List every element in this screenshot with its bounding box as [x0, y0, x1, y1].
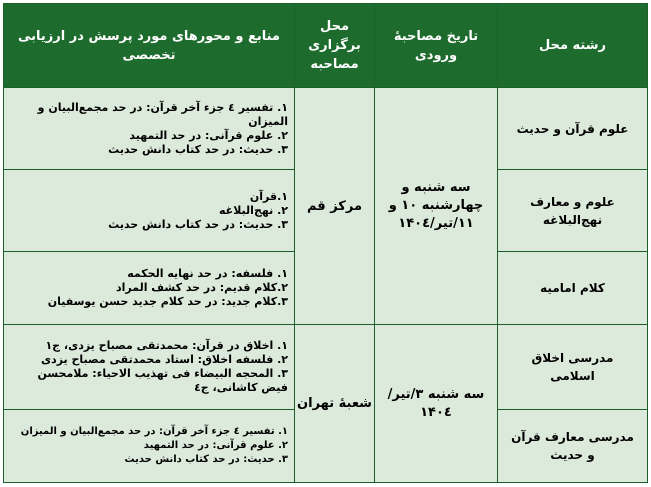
field-name: مدرسی معارف قرآن و حدیث [498, 410, 648, 483]
source-item: ۲. علوم قرآنی: در حد التمهید [143, 440, 288, 451]
source-item: ۲. نهج‌البلاغه [219, 203, 288, 217]
source-item: ۳. حدیث: در حد کتاب دانش حدیث [108, 142, 288, 156]
source-item: ۲.کلام قدیم: در حد کشف المراد [115, 281, 288, 294]
source-item: ۲. علوم قرآنی: در حد التمهید [129, 128, 288, 142]
field-name: علوم و معارف نهج‌البلاغه [498, 170, 648, 252]
interview-schedule-table [3, 3, 648, 483]
interview-date: سه شنبه و چهارشنبه ۱۰ و ۱۱/تیر/۱۴۰٤ [375, 88, 498, 325]
table-row [4, 325, 648, 410]
source-item: ۳. حدیث: در حد کتاب دانش حدیث [124, 454, 288, 465]
sources-list [4, 252, 295, 325]
header-place: محل برگزاری مصاحبه [295, 4, 375, 88]
header-row [4, 4, 648, 88]
header-field: رشته محل [498, 4, 648, 88]
source-item: ۲. فلسفه اخلاق: استاد محمدتقی مصباح یزدی [40, 353, 288, 366]
sources-list [4, 325, 295, 410]
source-item: ۳. المحجه البیضاء فی تهذیب الاحیاء: ملامحسن فیض کاشانی، ج٤ [37, 367, 288, 394]
sources-list [4, 170, 295, 252]
sources-list [4, 410, 295, 483]
interview-place: شعبهٔ تهران [295, 325, 375, 483]
source-item: ۳.کلام جدید: در حد کلام جدید حسن یوسفیان [47, 295, 288, 308]
source-item: ۱.قرآن [249, 189, 288, 203]
interview-date: سه شنبه ۳/تیر/۱۴۰٤ [375, 325, 498, 483]
source-item: ۱. اخلاق در قرآن: محمدتقی مصباح یزدی، ج۱ [45, 339, 288, 352]
interview-place: مرکز قم [295, 88, 375, 325]
header-sources: منابع و محورهای مورد پرسش در ارزیابی تخصصی [4, 4, 295, 88]
table-row [4, 88, 648, 170]
source-item: ۳. حدیث: در حد کتاب دانش حدیث [108, 217, 288, 231]
field-name: کلام امامیه [498, 252, 648, 325]
source-item: ۱. فلسفه: در حد نهایه الحکمه [127, 267, 288, 280]
sources-list [4, 88, 295, 170]
field-name: علوم قرآن و حدیث [498, 88, 648, 170]
source-item: ۱. تفسیر ٤ جزء آخر قرآن: در حد مجمع‌البیان و المیزان [37, 100, 288, 128]
source-item: ۱. تفسیر ٤ جزء آخر قرآن: در حد مجمع‌البیان و المیزان [20, 426, 288, 437]
field-name: مدرسی اخلاق اسلامی [498, 325, 648, 410]
header-date: تاریخ مصاحبهٔ ورودی [375, 4, 498, 88]
